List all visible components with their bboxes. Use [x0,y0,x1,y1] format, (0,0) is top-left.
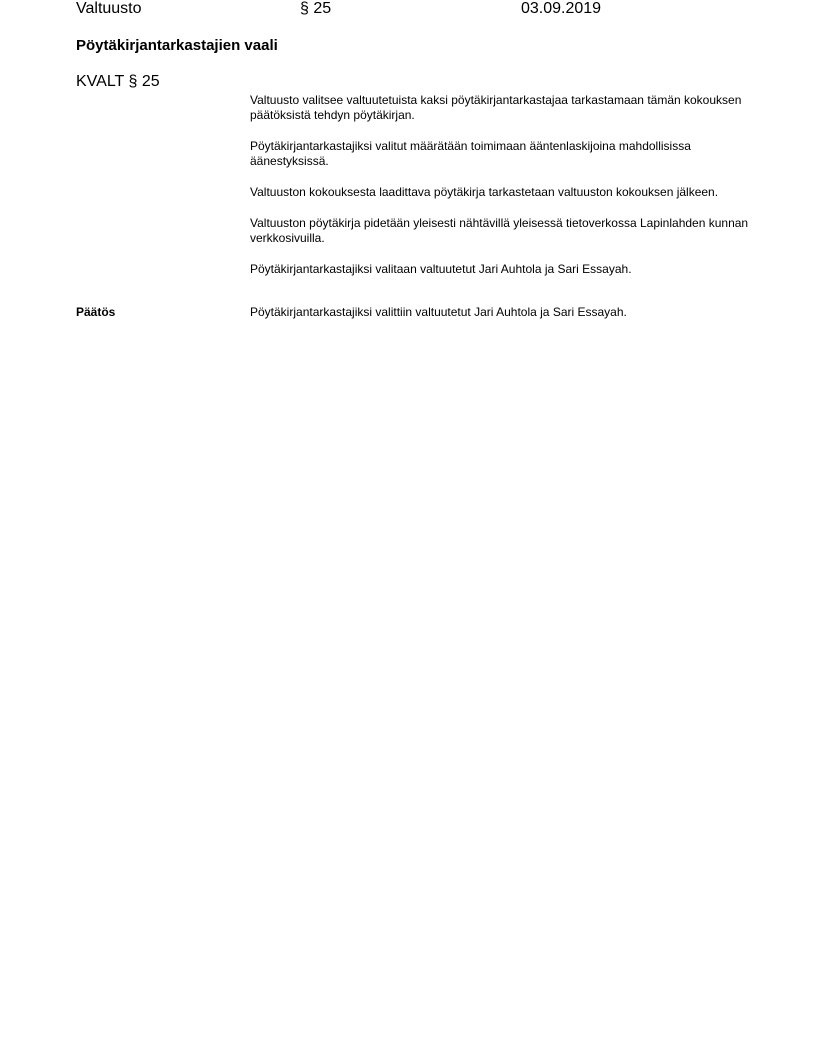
header-body-name: Valtuusto [76,0,142,17]
document-header [0,0,816,20]
item-reference: KVALT § 25 [76,73,160,90]
paragraph: Pöytäkirjantarkastajiksi valitaan valtuutetut Jari Auhtola ja Sari Essayah. [250,262,632,276]
item-description [250,93,750,293]
header-date: 03.09.2019 [521,0,602,17]
paragraph: Valtuusto valitsee valtuutetuista kaksi pöytäkirjantarkastajaa tarkastamaan tämän kokouksen päätöksistä tehdyn pöytäkirjan. [250,93,742,122]
header-section-number: § 25 [300,0,332,17]
paragraph: Valtuuston pöytäkirja pidetään yleisesti nähtävillä yleisessä tietoverkossa Lapinlahden kunnan verkkosivuilla. [250,216,749,245]
paragraph: Valtuuston kokouksesta laadittava pöytäkirja tarkastetaan valtuuston kokouksen jälkeen. [250,185,719,199]
decision-label: Päätös [76,305,116,319]
paragraph: Pöytäkirjantarkastajiksi valitut määrätään toimimaan ääntenlaskijoina mahdollisissa äänestyksissä. [250,139,691,168]
page-title: Pöytäkirjantarkastajien vaali [76,37,278,54]
decision-text: Pöytäkirjantarkastajiksi valittiin valtuutetut Jari Auhtola ja Sari Essayah. [250,305,627,319]
